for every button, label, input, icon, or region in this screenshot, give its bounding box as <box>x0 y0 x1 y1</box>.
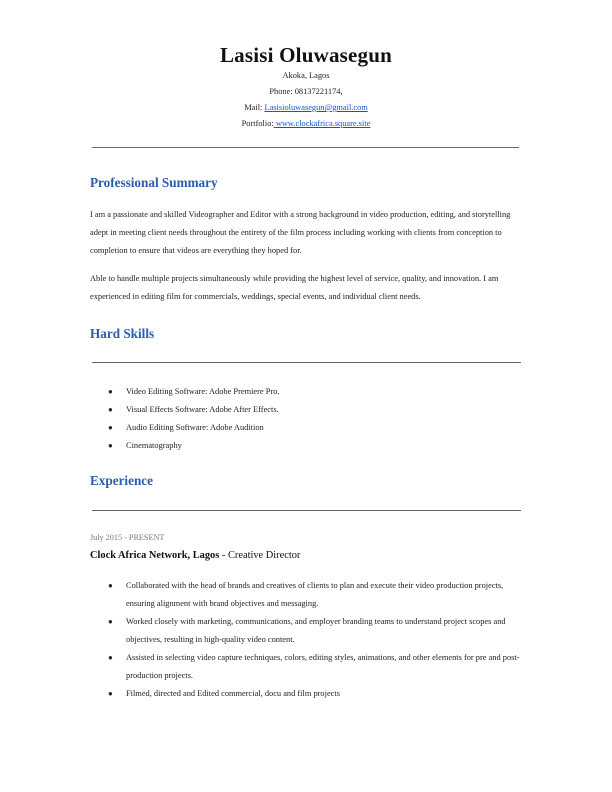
mail-link[interactable]: Lasisioluwasegun@gmail.com <box>264 103 368 112</box>
bullet-icon: ● <box>108 581 113 590</box>
job-title-line <box>90 550 300 561</box>
experience-text: Filmed, directed and Edited commercial, docu and film projects <box>126 689 340 698</box>
bullet-icon: ● <box>108 423 113 432</box>
experience-text: Worked closely with marketing, communications, and employer branding teams to understand project scopes and objectives, resulting in high-quality video content. <box>126 617 506 644</box>
list-item <box>108 577 522 613</box>
bullet-icon: ● <box>108 689 113 698</box>
bullet-icon: ● <box>108 617 113 626</box>
summary-paragraph-2: Able to handle multiple projects simultaneously while providing the highest level of service, quality, and innovation. I am experienced in editing film for commercials, weddings, special events, and individual client needs. <box>90 274 499 302</box>
list-item <box>108 437 526 455</box>
bullet-icon: ● <box>108 653 113 662</box>
mail-label: Mail: <box>244 103 265 112</box>
bullet-icon: ● <box>108 387 113 396</box>
phone-text: Phone: 08137221174, <box>269 87 343 96</box>
bullet-icon: ● <box>108 441 113 450</box>
list-item <box>108 419 526 437</box>
candidate-name: Lasisi Oluwasegun <box>219 43 393 67</box>
list-item <box>108 613 522 649</box>
experience-heading: Experience <box>90 473 153 488</box>
list-item <box>108 383 526 401</box>
job-role: - Creative Director <box>219 550 301 561</box>
header-divider <box>92 147 519 148</box>
location-text: Akoka, Lagos <box>282 71 330 80</box>
portfolio-label: Portfolio: <box>241 119 274 128</box>
summary-paragraph-1: I am a passionate and skilled Videographer and Editor with a strong background in video production, editing, and storytelling adept in meeting client needs throughout the entirety of the film process including working with clients from conception to completion to ensure that videos are everything they hoped for. <box>90 210 511 256</box>
portfolio-line <box>0 119 612 129</box>
skill-text: Visual Effects Software: Adobe After Effects. <box>126 405 279 414</box>
job-date: July 2015 - PRESENT <box>90 533 165 542</box>
experience-divider <box>92 510 521 511</box>
list-item <box>108 685 522 703</box>
bullet-icon: ● <box>108 405 113 414</box>
list-item <box>108 401 526 419</box>
summary-heading: Professional Summary <box>90 175 218 190</box>
company-name: Clock Africa Network, Lagos <box>90 550 220 561</box>
skills-heading: Hard Skills <box>90 326 155 341</box>
experience-text: Collaborated with the head of brands and creatives of clients to plan and execute their video production projects, ensuring alignment with brand objectives and messaging. <box>126 581 504 608</box>
skill-text: Cinematography <box>126 441 182 450</box>
skills-divider <box>92 362 521 363</box>
portfolio-link[interactable]: www.clockafrica.square.site <box>273 119 371 128</box>
list-item <box>108 649 522 685</box>
experience-bullets <box>108 577 522 703</box>
skill-text: Video Editing Software: Adobe Premiere Pro. <box>126 387 280 396</box>
skills-list <box>108 383 526 455</box>
skill-text: Audio Editing Software: Adobe Audition <box>126 423 264 432</box>
mail-line <box>0 103 612 113</box>
experience-text: Assisted in selecting video capture techniques, colors, editing styles, animations, and other elements for pre and post-production projects. <box>126 653 520 680</box>
